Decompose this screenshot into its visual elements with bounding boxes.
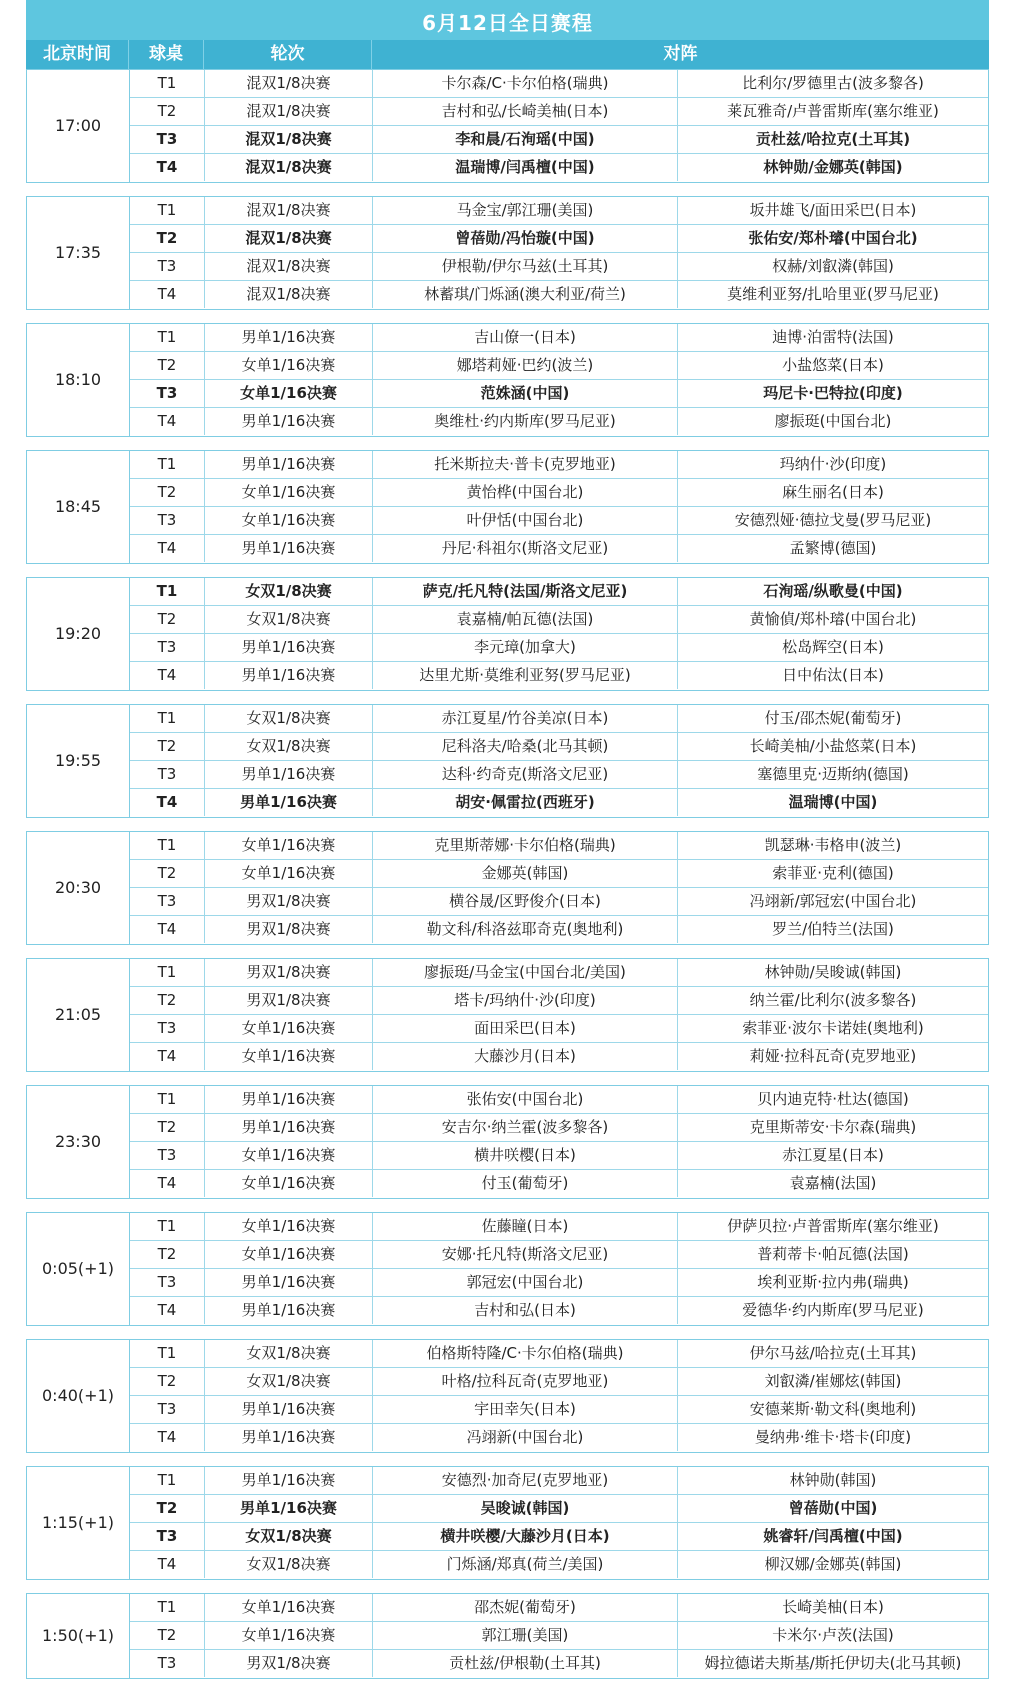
round-cell: 男单1/16决赛: [205, 1424, 373, 1451]
round-cell: 混双1/8决赛: [205, 197, 373, 224]
player2-cell: 小盐悠菜(日本): [782, 356, 884, 374]
round-cell: 男双1/8决赛: [205, 987, 373, 1014]
round-cell: 男双1/8决赛: [205, 916, 373, 943]
match-row: [130, 888, 988, 916]
time-cell: 0:40(+1): [27, 1340, 130, 1452]
match-row: [130, 380, 988, 408]
round-cell: 男单1/16决赛: [205, 1086, 373, 1113]
match-row: [130, 987, 988, 1015]
player1-cell: 门烁涵/郑真(荷兰/美国): [373, 1551, 678, 1578]
player2-cell: 贝内迪克特·杜达(德国): [757, 1090, 909, 1108]
player2-cell: 林钟勋(韩国): [789, 1471, 877, 1489]
player1-cell: 大藤沙月(日本): [373, 1043, 678, 1070]
table-cell: T2: [130, 225, 205, 252]
player1-cell: 郭冠宏(中国台北): [373, 1269, 678, 1296]
table-cell: T3: [130, 634, 205, 661]
player1-cell: 郭江珊(美国): [373, 1622, 678, 1649]
player1-cell: 娜塔莉娅·巴约(波兰): [373, 352, 678, 379]
match-row: [130, 1340, 988, 1368]
match-row: [130, 1396, 988, 1424]
match-row: [130, 705, 988, 733]
player1-cell: 赤江夏星/竹谷美凉(日本): [373, 705, 678, 732]
player1-cell: 廖振珽/马金宝(中国台北/美国): [373, 959, 678, 986]
match-row: [130, 408, 988, 436]
player2-cell: 克里斯蒂安·卡尔森(瑞典): [749, 1118, 917, 1136]
player1-cell: 叶伊恬(中国台北): [373, 507, 678, 534]
player1-cell: 达里尤斯·莫维利亚努(罗马尼亚): [373, 662, 678, 689]
round-cell: 女单1/16决赛: [205, 1043, 373, 1070]
table-cell: T2: [130, 98, 205, 125]
player2-cell: 日中佑汰(日本): [782, 666, 884, 684]
round-cell: 男单1/16决赛: [205, 789, 373, 816]
table-cell: T2: [130, 1495, 205, 1522]
table-cell: T3: [130, 380, 205, 407]
match-row: [130, 606, 988, 634]
header-round: 轮次: [204, 40, 372, 69]
player1-cell: 冯翊新(中国台北): [373, 1424, 678, 1451]
table-cell: T3: [130, 126, 205, 153]
round-cell: 女单1/16决赛: [205, 1213, 373, 1240]
player2-cell: 温瑞博(中国): [788, 793, 878, 811]
round-cell: 男单1/16决赛: [205, 1297, 373, 1324]
table-cell: T2: [130, 860, 205, 887]
match-row: [130, 1495, 988, 1523]
match-row: [130, 1551, 988, 1579]
match-row: [130, 1142, 988, 1170]
match-row: [130, 1424, 988, 1452]
player2-cell: 伊尔马兹/哈拉克(土耳其): [749, 1344, 917, 1362]
round-cell: 女单1/16决赛: [205, 1622, 373, 1649]
round-cell: 男单1/16决赛: [205, 324, 373, 351]
table-cell: T3: [130, 1523, 205, 1550]
player1-cell: 佐藤瞳(日本): [373, 1213, 678, 1240]
round-cell: 女单1/16决赛: [205, 1594, 373, 1621]
round-cell: 混双1/8决赛: [205, 98, 373, 125]
player2-cell: 赤江夏星(日本): [782, 1146, 884, 1164]
player1-cell: 奥维杜·约内斯库(罗马尼亚): [373, 408, 678, 435]
player1-cell: 塔卡/玛纳什·沙(印度): [373, 987, 678, 1014]
player1-cell: 吉村和弘/长崎美柚(日本): [373, 98, 678, 125]
match-row: [130, 578, 988, 606]
player2-cell: 莫维利亚努/扎哈里亚(罗马尼亚): [727, 285, 939, 303]
match-row: [130, 98, 988, 126]
time-block: [26, 450, 989, 564]
player2-cell: 迪博·泊雷特(法国): [772, 328, 894, 346]
player1-cell: 尼科洛夫/哈桑(北马其顿): [373, 733, 678, 760]
time-block: [26, 831, 989, 945]
player1-cell: 温瑞博/闫禹檀(中国): [373, 154, 678, 181]
round-cell: 男单1/16决赛: [205, 634, 373, 661]
player1-cell: 袁嘉楠/帕瓦德(法国): [373, 606, 678, 633]
table-cell: T1: [130, 705, 205, 732]
table-cell: T2: [130, 1114, 205, 1141]
time-block: [26, 1212, 989, 1326]
player2-cell: 姚睿轩/闫禹檀(中国): [763, 1527, 903, 1545]
player1-cell: 安德烈·加奇尼(克罗地亚): [373, 1467, 678, 1494]
match-row: [130, 352, 988, 380]
player2-cell: 罗兰/伯特兰(法国): [772, 920, 894, 938]
match-row: [130, 1368, 988, 1396]
player1-cell: 勒文科/科洛兹耶奇克(奥地利): [373, 916, 678, 943]
round-cell: 男双1/8决赛: [205, 1650, 373, 1677]
player2-cell: 爱德华·约内斯库(罗马尼亚): [742, 1301, 924, 1319]
match-row: [130, 324, 988, 352]
player2-cell: 孟繁博(德国): [789, 539, 877, 557]
table-cell: T1: [130, 1340, 205, 1367]
player2-cell: 贡杜兹/哈拉克(土耳其): [755, 130, 911, 148]
table-cell: T4: [130, 789, 205, 816]
round-cell: 男单1/16决赛: [205, 535, 373, 562]
player1-cell: 李和晨/石洵瑶(中国): [373, 126, 678, 153]
round-cell: 女双1/8决赛: [205, 1551, 373, 1578]
player2-cell: 玛尼卡·巴特拉(印度): [763, 384, 903, 402]
round-cell: 女单1/16决赛: [205, 1170, 373, 1197]
player2-cell: 长崎美柚(日本): [782, 1598, 884, 1616]
player2-cell: 卡米尔·卢茨(法国): [772, 1626, 894, 1644]
player1-cell: 胡安·佩雷拉(西班牙): [373, 789, 678, 816]
player1-cell: 范姝涵(中国): [373, 380, 678, 407]
match-row: [130, 507, 988, 535]
table-cell: T2: [130, 733, 205, 760]
player2-cell: 纳兰霍/比利尔(波多黎各): [749, 991, 917, 1009]
time-block: [26, 577, 989, 691]
player2-cell: 索菲亚·克利(德国): [772, 864, 894, 882]
match-row: [130, 1213, 988, 1241]
match-row: [130, 662, 988, 690]
schedule-table: [26, 69, 989, 1679]
header-time: 北京时间: [26, 40, 129, 69]
player1-cell: 伯格斯特隆/C·卡尔伯格(瑞典): [373, 1340, 678, 1367]
match-row: [130, 761, 988, 789]
player1-cell: 安娜·托凡特(斯洛文尼亚): [373, 1241, 678, 1268]
table-cell: T4: [130, 1297, 205, 1324]
table-cell: T3: [130, 1396, 205, 1423]
round-cell: 男单1/16决赛: [205, 408, 373, 435]
match-row: [130, 832, 988, 860]
player2-cell: 付玉/邵杰妮(葡萄牙): [764, 709, 902, 727]
time-block: [26, 1466, 989, 1580]
match-row: [130, 225, 988, 253]
player1-cell: 付玉(葡萄牙): [373, 1170, 678, 1197]
table-cell: T2: [130, 1368, 205, 1395]
table-cell: T3: [130, 253, 205, 280]
table-cell: T2: [130, 352, 205, 379]
time-block: [26, 69, 989, 183]
round-cell: 女双1/8决赛: [205, 733, 373, 760]
time-block: [26, 323, 989, 437]
table-cell: T3: [130, 1015, 205, 1042]
player1-cell: 叶格/拉科瓦奇(克罗地亚): [373, 1368, 678, 1395]
player1-cell: 吴晙诚(韩国): [373, 1495, 678, 1522]
table-cell: T1: [130, 197, 205, 224]
player1-cell: 曾蓓勋/冯怡璇(中国): [373, 225, 678, 252]
table-header-row: [26, 40, 989, 69]
time-cell: 0:05(+1): [27, 1213, 130, 1325]
round-cell: 男单1/16决赛: [205, 761, 373, 788]
match-row: [130, 451, 988, 479]
match-row: [130, 1086, 988, 1114]
player1-cell: 贡杜兹/伊根勒(土耳其): [373, 1650, 678, 1677]
player1-cell: 安吉尔·纳兰霍(波多黎各): [373, 1114, 678, 1141]
player2-cell: 姆拉德诺夫斯基/斯托伊切夫(北马其顿): [704, 1654, 962, 1672]
player1-cell: 卡尔森/C·卡尔伯格(瑞典): [373, 70, 678, 97]
table-cell: T2: [130, 479, 205, 506]
round-cell: 女单1/16决赛: [205, 860, 373, 887]
time-cell: 1:50(+1): [27, 1594, 130, 1678]
time-block: [26, 958, 989, 1072]
player2-cell: 坂井雄飞/面田采巴(日本): [749, 201, 917, 219]
round-cell: 女单1/16决赛: [205, 832, 373, 859]
round-cell: 女单1/16决赛: [205, 507, 373, 534]
round-cell: 女单1/16决赛: [205, 1015, 373, 1042]
match-row: [130, 959, 988, 987]
player1-cell: 马金宝/郭江珊(美国): [373, 197, 678, 224]
player2-cell: 刘叡潾/崔娜炫(韩国): [764, 1372, 902, 1390]
player2-cell: 莉娅·拉科瓦奇(克罗地亚): [749, 1047, 917, 1065]
match-row: [130, 281, 988, 309]
time-cell: 18:10: [27, 324, 130, 436]
time-block: [26, 1339, 989, 1453]
time-block: [26, 1593, 989, 1679]
round-cell: 男单1/16决赛: [205, 1467, 373, 1494]
time-block: [26, 196, 989, 310]
round-cell: 混双1/8决赛: [205, 154, 373, 181]
player2-cell: 莱瓦雅奇/卢普雷斯库(塞尔维亚): [727, 102, 939, 120]
player2-cell: 石洵瑶/纵歌曼(中国): [763, 582, 903, 600]
player1-cell: 克里斯蒂娜·卡尔伯格(瑞典): [373, 832, 678, 859]
player2-cell: 张佑安/郑朴璿(中国台北): [748, 229, 918, 247]
time-cell: 17:35: [27, 197, 130, 309]
match-row: [130, 70, 988, 98]
player1-cell: 吉村和弘(日本): [373, 1297, 678, 1324]
table-cell: T4: [130, 1043, 205, 1070]
player1-cell: 张佑安(中国台北): [373, 1086, 678, 1113]
table-cell: T3: [130, 1269, 205, 1296]
player2-cell: 比利尔/罗德里古(波多黎各): [742, 74, 924, 92]
player2-cell: 袁嘉楠(法国): [789, 1174, 877, 1192]
round-cell: 男单1/16决赛: [205, 662, 373, 689]
player2-cell: 普莉蒂卡·帕瓦德(法国): [757, 1245, 909, 1263]
round-cell: 男单1/16决赛: [205, 1396, 373, 1423]
match-row: [130, 479, 988, 507]
table-cell: T4: [130, 154, 205, 181]
round-cell: 女双1/8决赛: [205, 1340, 373, 1367]
round-cell: 男双1/8决赛: [205, 959, 373, 986]
table-cell: T1: [130, 1594, 205, 1621]
player1-cell: 邵杰妮(葡萄牙): [373, 1594, 678, 1621]
round-cell: 男单1/16决赛: [205, 1495, 373, 1522]
round-cell: 女单1/16决赛: [205, 352, 373, 379]
match-row: [130, 1467, 988, 1495]
player1-cell: 萨克/托凡特(法国/斯洛文尼亚): [373, 578, 678, 605]
round-cell: 女双1/8决赛: [205, 606, 373, 633]
round-cell: 女双1/8决赛: [205, 1523, 373, 1550]
table-cell: T4: [130, 1170, 205, 1197]
time-cell: 19:20: [27, 578, 130, 690]
round-cell: 混双1/8决赛: [205, 253, 373, 280]
match-row: [130, 253, 988, 281]
match-row: [130, 197, 988, 225]
table-cell: T1: [130, 324, 205, 351]
player2-cell: 权赫/刘叡潾(韩国): [772, 257, 894, 275]
time-block: [26, 704, 989, 818]
table-cell: T4: [130, 1424, 205, 1451]
player2-cell: 伊萨贝拉·卢普雷斯库(塞尔维亚): [727, 1217, 939, 1235]
match-row: [130, 1241, 988, 1269]
round-cell: 女单1/16决赛: [205, 380, 373, 407]
round-cell: 女双1/8决赛: [205, 705, 373, 732]
player2-cell: 曼纳弗·维卡·塔卡(印度): [754, 1428, 912, 1446]
time-cell: 20:30: [27, 832, 130, 944]
match-row: [130, 1269, 988, 1297]
table-cell: T4: [130, 281, 205, 308]
table-cell: T1: [130, 959, 205, 986]
header-matchup: 对阵: [663, 44, 698, 64]
player1-cell: 宇田幸矢(日本): [373, 1396, 678, 1423]
player1-cell: 伊根勒/伊尔马兹(土耳其): [373, 253, 678, 280]
match-row: [130, 126, 988, 154]
match-row: [130, 733, 988, 761]
player1-cell: 托米斯拉夫·普卡(克罗地亚): [373, 451, 678, 478]
table-cell: T3: [130, 761, 205, 788]
player1-cell: 吉山僚一(日本): [373, 324, 678, 351]
table-cell: T1: [130, 578, 205, 605]
round-cell: 混双1/8决赛: [205, 225, 373, 252]
table-cell: T2: [130, 1241, 205, 1268]
table-cell: T1: [130, 1086, 205, 1113]
time-cell: 23:30: [27, 1086, 130, 1198]
player2-cell: 安德烈娅·德拉戈曼(罗马尼亚): [734, 511, 932, 529]
player2-cell: 曾蓓勋(中国): [788, 1499, 878, 1517]
match-row: [130, 535, 988, 563]
player2-cell: 玛纳什·沙(印度): [779, 455, 887, 473]
player1-cell: 横谷晟/区野俊介(日本): [373, 888, 678, 915]
player2-cell: 塞德里克·迈斯纳(德国): [757, 765, 909, 783]
round-cell: 女双1/8决赛: [205, 578, 373, 605]
match-row: [130, 1622, 988, 1650]
time-cell: 19:55: [27, 705, 130, 817]
match-row: [130, 1114, 988, 1142]
round-cell: 混双1/8决赛: [205, 281, 373, 308]
round-cell: 混双1/8决赛: [205, 126, 373, 153]
table-cell: T1: [130, 1467, 205, 1494]
player2-cell: 廖振珽(中国台北): [774, 412, 892, 430]
player2-cell: 索菲亚·波尔卡诺娃(奥地利): [742, 1019, 924, 1037]
match-row: [130, 1594, 988, 1622]
table-cell: T1: [130, 451, 205, 478]
player2-cell: 松岛辉空(日本): [782, 638, 884, 656]
time-block: [26, 1085, 989, 1199]
table-cell: T2: [130, 987, 205, 1014]
round-cell: 男单1/16决赛: [205, 451, 373, 478]
player2-cell: 柳汉娜/金娜英(韩国): [764, 1555, 902, 1573]
time-cell: 18:45: [27, 451, 130, 563]
player2-cell: 长崎美柚/小盐悠菜(日本): [749, 737, 917, 755]
player1-cell: 李元璋(加拿大): [373, 634, 678, 661]
player2-cell: 安德莱斯·勒文科(奥地利): [749, 1400, 917, 1418]
round-cell: 女单1/16决赛: [205, 479, 373, 506]
table-cell: T1: [130, 70, 205, 97]
round-cell: 女双1/8决赛: [205, 1368, 373, 1395]
round-cell: 男单1/16决赛: [205, 1114, 373, 1141]
player2-cell: 冯翊新/郭冠宏(中国台北): [749, 892, 917, 910]
match-row: [130, 860, 988, 888]
match-row: [130, 634, 988, 662]
time-cell: 17:00: [27, 70, 130, 182]
table-cell: T1: [130, 832, 205, 859]
table-cell: T4: [130, 916, 205, 943]
table-cell: T3: [130, 507, 205, 534]
table-cell: T4: [130, 662, 205, 689]
table-cell: T4: [130, 408, 205, 435]
table-cell: T2: [130, 606, 205, 633]
player1-cell: 横井咲樱/大藤沙月(日本): [373, 1523, 678, 1550]
table-cell: T3: [130, 888, 205, 915]
player1-cell: 林蓄琪/门烁涵(澳大利亚/荷兰): [373, 281, 678, 308]
table-cell: T3: [130, 1650, 205, 1677]
table-cell: T4: [130, 535, 205, 562]
round-cell: 男单1/16决赛: [205, 1269, 373, 1296]
match-row: [130, 789, 988, 817]
round-cell: 男双1/8决赛: [205, 888, 373, 915]
round-cell: 女单1/16决赛: [205, 1241, 373, 1268]
table-cell: T3: [130, 1142, 205, 1169]
table-cell: T4: [130, 1551, 205, 1578]
match-row: [130, 1297, 988, 1325]
player1-cell: 面田采巴(日本): [373, 1015, 678, 1042]
player1-cell: 横井咲樱(日本): [373, 1142, 678, 1169]
round-cell: 女单1/16决赛: [205, 1142, 373, 1169]
player2-cell: 林钟勋/金娜英(韩国): [763, 158, 903, 176]
match-row: [130, 1015, 988, 1043]
match-row: [130, 154, 988, 182]
match-row: [130, 1043, 988, 1071]
header-table: 球桌: [129, 40, 204, 69]
player2-cell: 林钟勋/吴晙诚(韩国): [764, 963, 902, 981]
player2-cell: 埃利亚斯·拉内弗(瑞典): [757, 1273, 909, 1291]
player2-cell: 麻生丽名(日本): [782, 483, 884, 501]
player1-cell: 丹尼·科祖尔(斯洛文尼亚): [373, 535, 678, 562]
match-row: [130, 1523, 988, 1551]
match-row: [130, 1650, 988, 1678]
page-title: 6月12日全日赛程: [26, 6, 989, 40]
player1-cell: 黄怡桦(中国台北): [373, 479, 678, 506]
table-cell: T1: [130, 1213, 205, 1240]
time-cell: 21:05: [27, 959, 130, 1071]
player1-cell: 达科·约奇克(斯洛文尼亚): [373, 761, 678, 788]
player2-cell: 黄愉偵/郑朴璿(中国台北): [749, 610, 917, 628]
time-cell: 1:15(+1): [27, 1467, 130, 1579]
match-row: [130, 916, 988, 944]
player2-cell: 凯瑟琳·韦格申(波兰): [764, 836, 902, 854]
player1-cell: 金娜英(韩国): [373, 860, 678, 887]
round-cell: 混双1/8决赛: [205, 70, 373, 97]
table-cell: T2: [130, 1622, 205, 1649]
match-row: [130, 1170, 988, 1198]
